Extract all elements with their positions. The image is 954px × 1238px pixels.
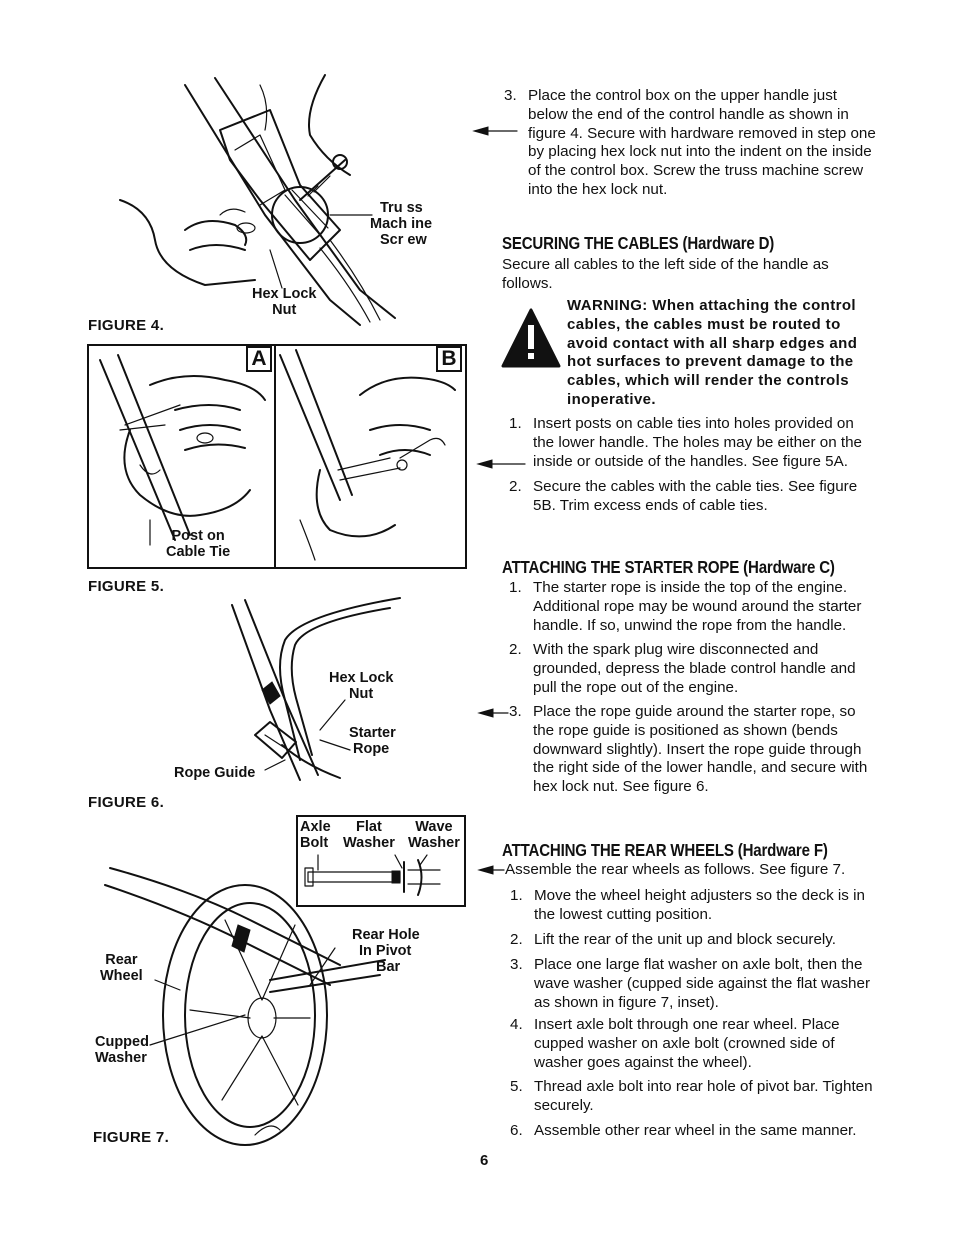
step-number: 1. — [509, 579, 522, 596]
step-number: 2. — [509, 478, 522, 495]
label-flat-washer: Flat Washer — [343, 819, 395, 851]
label-hex-lock-nut: Hex Lock Nut — [252, 286, 317, 318]
step-number: 6. — [510, 1122, 523, 1139]
label-axle-bolt: Axle Bolt — [300, 819, 331, 851]
cables-intro: Secure all cables to the left side of the handle as follows. — [502, 256, 829, 292]
wheels-heading: ATTACHING THE REAR WHEELS (Hardware F) — [502, 840, 828, 860]
page-number: 6 — [480, 1152, 489, 1169]
label-rope-guide: Rope Guide — [174, 765, 256, 781]
step-text: Assemble other rear wheel in the same manner. — [534, 1122, 857, 1139]
panel-b-badge: B — [436, 346, 462, 372]
step-number: 2. — [510, 931, 523, 948]
step-number: 4. — [510, 1016, 523, 1033]
label-hex-lock-nut-6: Hex Lock Nut — [329, 670, 394, 702]
step-text: Insert posts on cable ties into holes provided on the lower handle. The holes may be either on the inside or outside of the handles. See figure 5A. — [533, 415, 862, 470]
label-cupped-washer: Cupped Washer — [95, 1034, 149, 1066]
step-number: 1. — [509, 415, 522, 432]
step-text: Secure the cables with the cable ties. See figure 5B. Trim excess ends of cable ties. — [533, 478, 858, 514]
figure-7-caption: FIGURE 7. — [93, 1129, 170, 1146]
cables-heading: SECURING THE CABLES (Hardware D) — [502, 233, 775, 253]
figure-6-caption: FIGURE 6. — [88, 794, 165, 811]
step-text: With the spark plug wire disconnected and grounded, depress the blade control handle and pull the rope out of the engine. — [533, 641, 856, 696]
figure-5-caption: FIGURE 5. — [88, 578, 165, 595]
step-text: Move the wheel height adjusters so the deck is in the lowest cutting position. — [534, 887, 865, 923]
wheels-intro: Assemble the rear wheels as follows. See figure 7. — [505, 861, 846, 878]
step-number: 3. — [504, 87, 517, 104]
step-text: Place one large flat washer on axle bolt, then the wave washer (cupped side against the flat washer as shown in figure 7, inset). — [534, 956, 871, 1011]
starter-heading: ATTACHING THE STARTER ROPE (Hardware C) — [502, 557, 835, 577]
step-number: 5. — [510, 1078, 523, 1095]
step-number: 3. — [509, 703, 522, 720]
step-number: 3. — [510, 956, 523, 973]
label-truss-machine-screw: Tru ss Mach ine Scr ew — [370, 200, 433, 248]
figure-4-caption: FIGURE 4. — [88, 317, 165, 334]
step-number: 1. — [510, 887, 523, 904]
step-text: Place the rope guide around the starter rope, so the rope guide is positioned as shown (bends downward slightly). Insert the rope guide through the right side of the lower handle, and secure with hex lock nut. See figure 6. — [533, 703, 868, 796]
label-post-on-cable-tie: Post on Cable Tie — [166, 528, 231, 560]
step-text: Insert axle bolt through one rear wheel. Place cupped washer on axle bolt (crowned side of washer goes against the wheel). — [534, 1016, 840, 1071]
step-number: 2. — [509, 641, 522, 658]
label-starter-rope: Starter Rope — [349, 725, 396, 757]
label-wave-washer: Wave Washer — [408, 819, 460, 851]
step-text: Lift the rear of the unit up and block securely. — [534, 931, 836, 948]
step-text: Thread axle bolt into rear hole of pivot bar. Tighten securely. — [534, 1078, 873, 1114]
label-rear-hole-pivot-bar: Rear Hole In Pivot Bar — [352, 927, 420, 975]
warning-text: WARNING: When attaching the control cables, the cables must be routed to avoid contact with all sharp edges and hot surfaces to prevent damage to the cables, which will render the controls inoperative. — [567, 297, 858, 408]
panel-a-badge: A — [246, 346, 272, 372]
label-rear-wheel: Rear Wheel — [100, 952, 143, 984]
step-text: The starter rope is inside the top of the engine. Additional rope may be wound around the starter handle. If so, unwind the rope from the handle. — [533, 579, 862, 634]
step-text: Place the control box on the upper handle just below the end of the control handle as shown in figure 4. Secure with hardware removed in step one by placing hex lock nut into the indent on the inside of the control box. Screw the truss machine screw into the hex lock nut. — [528, 87, 876, 198]
